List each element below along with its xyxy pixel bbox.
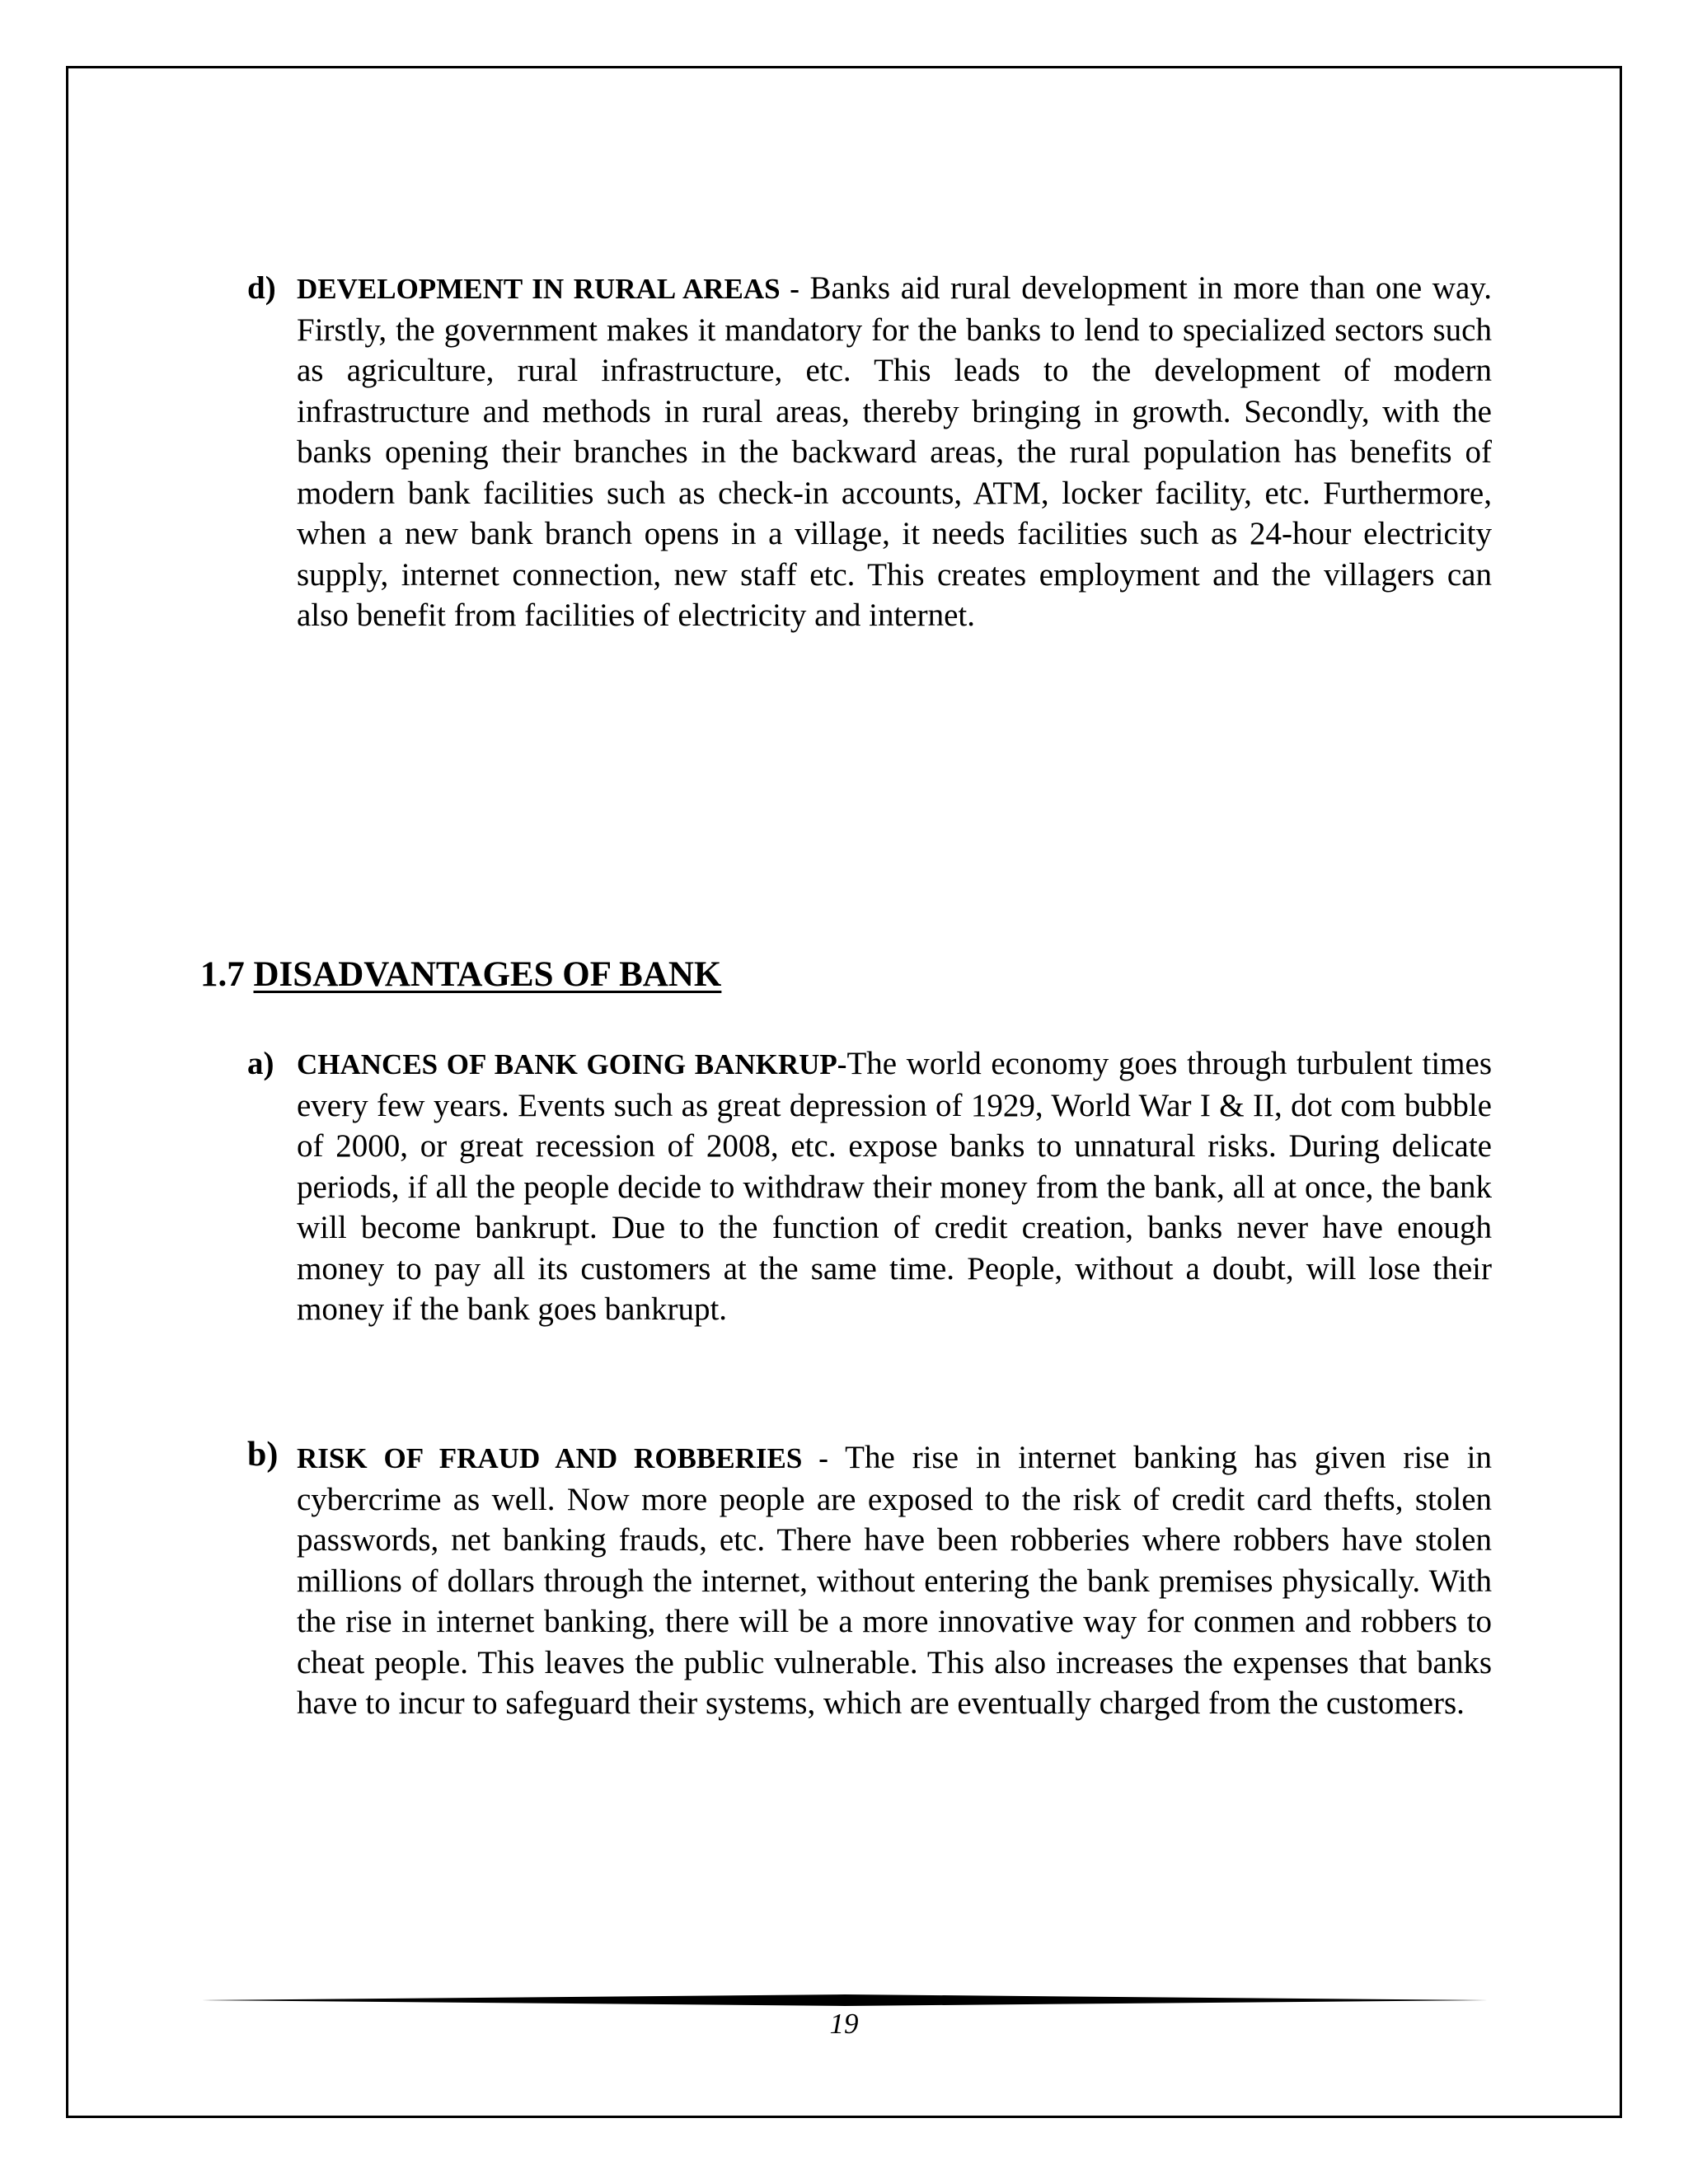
section-number: 1.7 — [200, 955, 245, 994]
item-text: Banks aid rural development in more than one way. Firstly, the government makes it mandatory for the banks to lend to specialized sectors such as agriculture, rural infrastructure, etc. This leads to the development of modern infrastructure and methods in rural areas, thereby bringing in growth. Secondly, with the banks opening their branches in the backward areas, the rural population has benefits of modern bank facilities such as check-in accounts, ATM, locker facility, etc. Furthermore, when a new bank branch opens in a village, it needs facilities such as 24-hour electricity supply, internet connection, new staff etc. This creates employment and the villagers can also benefit from facilities of electricity and internet. — [297, 270, 1492, 633]
section-title: DISADVANTAGES OF BANK — [253, 955, 722, 994]
item-heading: CHANCES OF BANK GOING BANKRUP- — [297, 1048, 847, 1080]
item-text: The rise in internet banking has given rise in cybercrime as well. Now more people are exposed to the risk of credit card thefts, stolen passwords, net banking frauds, etc. There have been robberies where robbers have stolen millions of dollars through the internet, without entering the bank premises physically. With the rise in internet banking, there will be a more innovative way for conmen and robbers to cheat people. This leaves the public vulnerable. This also increases the expenses that banks have to incur to safeguard their systems, which are eventually charged from the customers. — [297, 1440, 1492, 1721]
list-item-bank-bankrupt — [247, 1043, 1493, 1330]
item-heading: DEVELOPMENT IN RURAL AREAS - — [297, 273, 799, 305]
page-number: 19 — [829, 2008, 859, 2040]
section-heading — [200, 954, 721, 995]
item-heading: RISK OF FRAUD AND ROBBERIES - — [297, 1442, 828, 1474]
list-marker: d) — [247, 270, 276, 306]
list-item-development-rural-areas — [247, 268, 1492, 636]
list-item-fraud-robberies — [247, 1436, 1492, 1724]
list-marker: a) — [247, 1046, 274, 1081]
footer-rule — [202, 1994, 1488, 2006]
item-text: The world economy goes through turbulent times every few years. Events such as great depression of 1929, World War I & II, dot com bubble of 2000, or great recession of 2008, etc. expose banks to unnatural risks. During delicate periods, if all the people decide to withdraw their money from the bank, all at once, the bank will become bankrupt. Due to the function of credit creation, banks never have enough money to pay all its customers at the same time. People, without a doubt, will lose their money if the bank goes bankrupt. — [297, 1046, 1493, 1327]
list-marker: b) — [247, 1436, 279, 1474]
